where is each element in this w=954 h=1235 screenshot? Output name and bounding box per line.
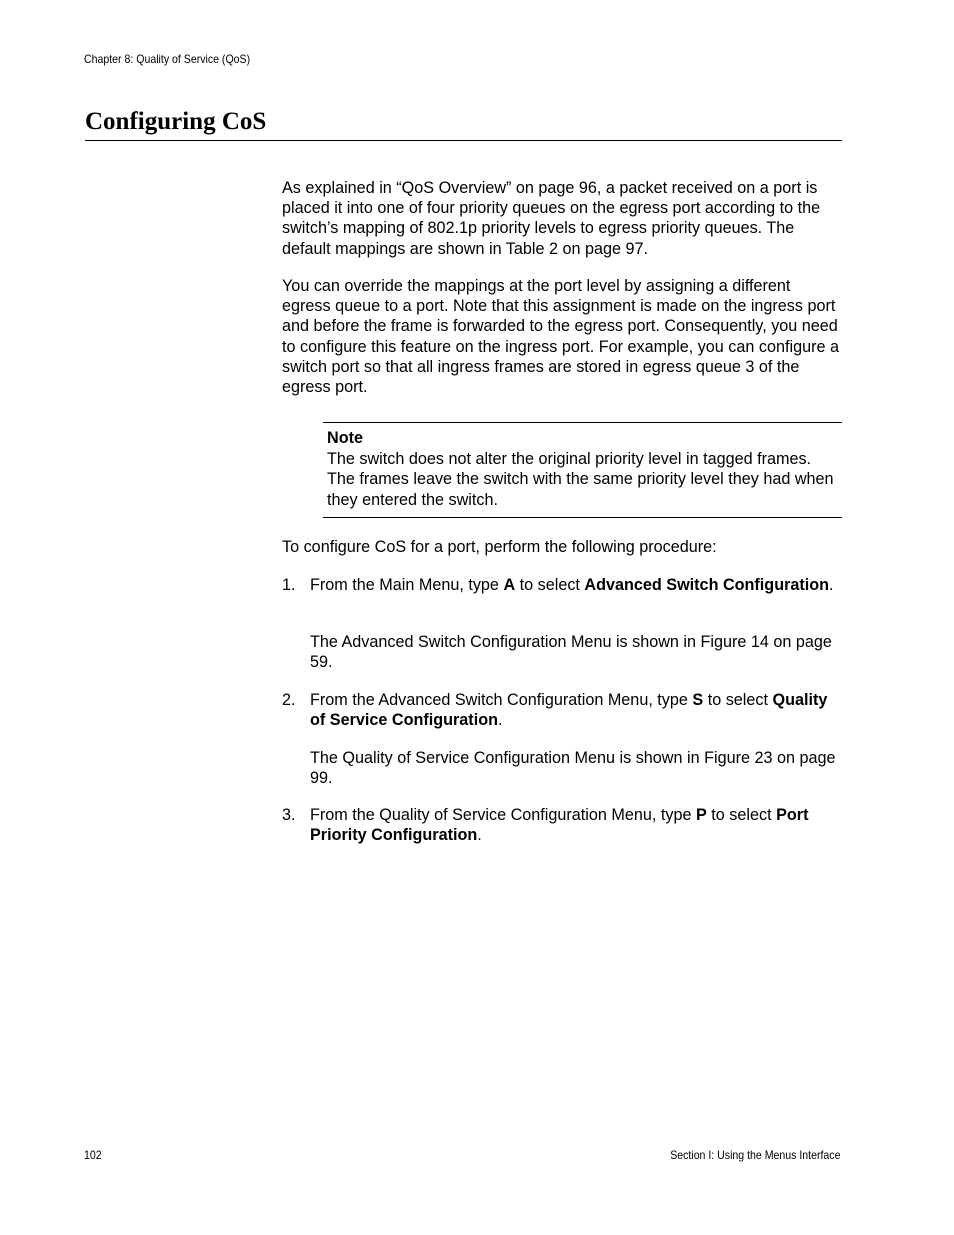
step-text-part: From the Quality of Service Configuration Menu, type — [310, 806, 696, 824]
step-key: A — [503, 576, 516, 594]
step-target: Port Priority Configuration — [310, 806, 809, 845]
page-title: Configuring CoS — [85, 108, 267, 135]
footer-section: Section I: Using the Menus Interface — [669, 1148, 840, 1162]
step-text-part: to select — [706, 806, 777, 824]
step-text-part: to select — [515, 576, 585, 594]
step-instruction — [310, 805, 842, 845]
title-rule — [85, 140, 842, 141]
step-text-part: . — [829, 576, 834, 594]
note-label: Note — [327, 429, 363, 447]
running-head: Chapter 8: Quality of Service (QoS) — [84, 52, 251, 66]
step-number: 2. — [282, 691, 296, 709]
paragraph-text: You can override the mappings at the port level by assigning a different egress queue to a port. Note that this assignment is made on the ingress port and before the frame is forwarded to the egress port. Consequently, you need to configure this feature on the ingress port. For example, you can configure a switch port so that all ingress frames are stored in egress queue 3 of the egress port. — [282, 277, 839, 397]
step-result: The Quality of Service Configuration Menu is shown in Figure 23 on page 99. — [310, 749, 836, 788]
step-number: 3. — [282, 806, 296, 824]
step-result: The Advanced Switch Configuration Menu is shown in Figure 14 on page 59. — [310, 633, 832, 672]
step-text-part: . — [497, 711, 503, 730]
paragraph-text: As explained in “QoS Overview” on page 96, a packet received on a port is placed it into one of four priority queues on the egress port according to the switch’s mapping of 802.1p priority levels to egress priority queues. The default mappings are shown in Table 2 on page 97. — [282, 179, 821, 258]
step-target: Advanced Switch Configuration — [584, 576, 830, 594]
note-text: The switch does not alter the original priority level in tagged frames. The frames leave the switch with the same priority level they had when they entered the switch. — [327, 449, 834, 509]
step-instruction — [310, 575, 842, 595]
paragraph-text: To configure CoS for a port, perform the following procedure: — [282, 538, 717, 556]
body-paragraph-1 — [282, 178, 842, 259]
step-instruction — [310, 690, 842, 730]
note-content — [327, 428, 839, 510]
page-number: 102 — [84, 1148, 102, 1162]
body-paragraph-2 — [282, 276, 842, 397]
step-key: S — [692, 691, 704, 709]
step-number: 1. — [282, 576, 296, 594]
step-text-part: . — [477, 826, 482, 845]
procedure-intro — [282, 537, 842, 557]
step-key: P — [695, 806, 707, 824]
note-box — [323, 422, 842, 518]
step-text-part: From the Main Menu, type — [310, 576, 504, 594]
step-target: Quality of Service Configuration — [310, 691, 828, 730]
step-text-part: to select — [703, 691, 773, 709]
step-text-part: From the Advanced Switch Configuration Menu, type — [310, 691, 693, 709]
